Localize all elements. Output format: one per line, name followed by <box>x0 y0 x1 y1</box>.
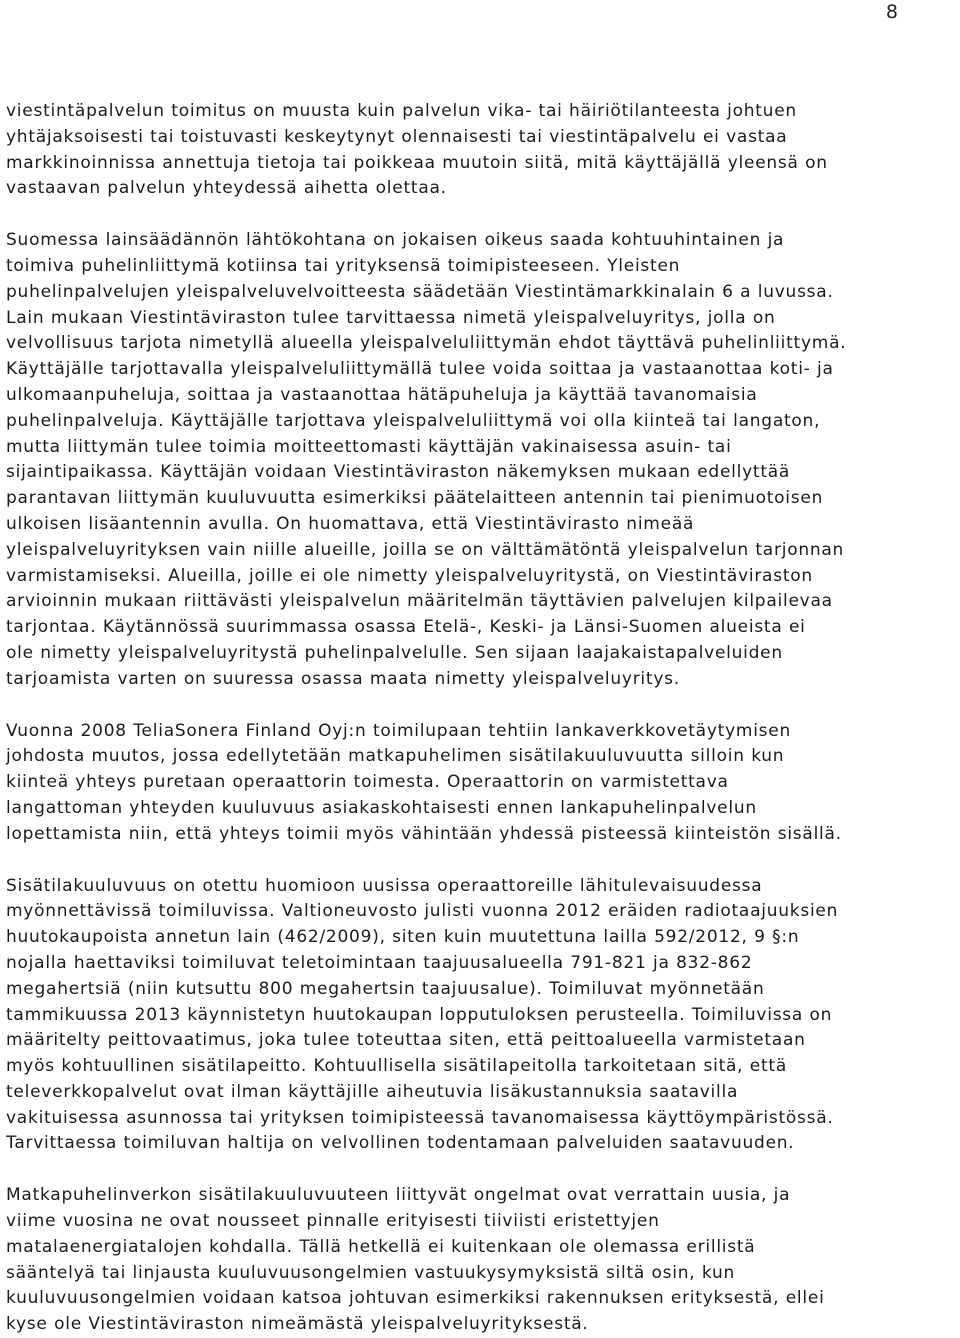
paragraph <box>6 99 954 202</box>
text-line: yhtäjaksoisesti tai toistuvasti keskeytynyt olennaisesti tai viestintäpalvelu ei vastaa <box>6 126 788 147</box>
text-line: ulkoisen lisäantennin avulla. On huomattava, että Viestintävirasto nimeää <box>6 513 695 534</box>
text-line: ole nimetty yleispalveluyritystä puhelinpalvelulle. Sen sijaan laajakaistapalveluiden <box>6 642 783 663</box>
text-line: Käyttäjälle tarjottavalla yleispalveluliittymällä tulee voida soittaa ja vastaanottaa koti- ja <box>6 359 834 380</box>
paragraph-spacer <box>6 693 954 719</box>
text-line: parantavan liittymän kuuluvuutta esimerkiksi päätelaitteen antennin tai pienimuotoisen <box>6 488 824 509</box>
text-line: megahertsiä (niin kutsuttu 800 megahertsin taajuusalue). Toimiluvat myönnetään <box>6 978 765 999</box>
text-line: Lain mukaan Viestintäviraston tulee tarvittaessa nimetä yleispalveluyritys, jolla on <box>6 307 776 328</box>
text-line: Vuonna 2008 TeliaSonera Finland Oyj:n toimilupaan tehtiin lankaverkkovetäytymisen <box>6 720 792 741</box>
paragraph <box>6 874 954 1158</box>
text-line: yleispalveluyrityksen vain niille alueille, joilla se on välttämätöntä yleispalvelun tarjonnan <box>6 539 845 560</box>
text-line: sääntelyä tai linjausta kuuluvuusongelmien vastuukysymyksistä siltä osin, kun <box>6 1262 736 1283</box>
text-line: varmistamiseksi. Alueilla, joille ei ole nimetty yleispalveluyritystä, on Viestintäviraston <box>6 565 813 586</box>
paragraph-spacer <box>6 1157 954 1183</box>
text-line: viime vuosina ne ovat nousseet pinnalle erityisesti tiiviisti eristettyjen <box>6 1211 660 1232</box>
paragraph-spacer <box>6 202 954 228</box>
text-line: tarjoamista varten on suuressa osassa maata nimetty yleispalveluyritys. <box>6 668 680 689</box>
text-line: arvioinnin mukaan riittävästi yleispalvelun määritelmän täyttävien palvelujen kilpailevaa <box>6 591 833 612</box>
text-line: matalaenergiatalojen kohdalla. Tällä hetkellä ei kuitenkaan ole olemassa erillistä <box>6 1236 756 1257</box>
text-line: vakituisessa asunnossa tai yrityksen toimipisteessä tavanomaisessa käyttöympäristössä. <box>6 1107 834 1128</box>
text-line: määritelty peittovaatimus, joka tulee toteuttaa siten, että peittoalueella varmistetaan <box>6 1030 806 1051</box>
text-line: johdosta muutos, jossa edellytetään matkapuhelimen sisätilakuuluvuutta silloin kun <box>6 746 785 767</box>
paragraph <box>6 719 954 848</box>
text-line: toimiva puhelinliittymä kotiinsa tai yrityksensä toimipisteeseen. Yleisten <box>6 255 681 276</box>
paragraph <box>6 228 954 692</box>
text-line: lopettamista niin, että yhteys toimii myös vähintään yhdessä pisteessä kiinteistön sisällä. <box>6 823 842 844</box>
text-line: markkinoinnissa annettuja tietoja tai poikkeaa muutoin siitä, mitä käyttäjällä yleensä on <box>6 152 828 173</box>
text-line: vastaavan palvelun yhteydessä aihetta olettaa. <box>6 178 447 199</box>
text-line: kuuluvuusongelmien voidaan katsoa johtuvan esimerkiksi rakennuksen erityksestä, ellei <box>6 1288 825 1309</box>
paragraph-spacer <box>6 848 954 874</box>
text-line: puhelinpalveluja. Käyttäjälle tarjottava yleispalveluliittymä voi olla kiinteä tai langaton, <box>6 410 821 431</box>
text-line: langattoman yhteyden kuuluvuus asiakaskohtaisesti ennen lankapuhelinpalvelun <box>6 797 757 818</box>
text-line: sijaintipaikassa. Käyttäjän voidaan Viestintäviraston näkemyksen mukaan edellyttää <box>6 462 791 483</box>
text-line: ulkomaanpuheluja, soittaa ja vastaanottaa hätäpuheluja ja käyttää tavanomaisia <box>6 384 758 405</box>
document-body <box>6 99 954 1338</box>
text-line: myönnettävissä toimiluvissa. Valtioneuvosto julisti vuonna 2012 eräiden radiotaajuuksien <box>6 901 839 922</box>
text-line: myös kohtuullinen sisätilapeitto. Kohtuullisella sisätilapeitolla tarkoitetaan sitä, että <box>6 1056 787 1077</box>
text-line: mutta liittymän tulee toimia moitteettomasti käyttäjän vakinaisessa asuin- tai <box>6 436 732 457</box>
page-number: 8 <box>885 1 898 23</box>
text-line: velvollisuus tarjota nimetyllä alueella yleispalveluliittymän ehdot täyttävä puhelinliittymä. <box>6 333 847 354</box>
text-line: kiinteä yhteys puretaan operaattorin toimesta. Operaattorin on varmistettava <box>6 772 729 793</box>
text-line: kyse ole Viestintäviraston nimeämästä yleispalveluyrityksestä. <box>6 1314 589 1335</box>
text-line: Matkapuhelinverkon sisätilakuuluvuuteen liittyvät ongelmat ovat verrattain uusia, ja <box>6 1185 791 1206</box>
paragraph <box>6 1183 954 1338</box>
text-line: Sisätilakuuluvuus on otettu huomioon uusissa operaattoreille lähitulevaisuudessa <box>6 875 763 896</box>
text-line: Tarvittaessa toimiluvan haltija on velvollinen todentamaan palveluiden saatavuuden. <box>6 1133 795 1154</box>
text-line: Suomessa lainsäädännön lähtökohtana on jokaisen oikeus saada kohtuuhintainen ja <box>6 230 785 251</box>
text-line: puhelinpalvelujen yleispalveluvelvoitteesta säädetään Viestintämarkkinalain 6 a luvussa. <box>6 281 834 302</box>
text-line: huutokaupoista annetun lain (462/2009), siten kuin muutettuna lailla 592/2012, 9 §:n <box>6 927 800 948</box>
text-line: televerkkopalvelut ovat ilman käyttäjille aiheutuvia lisäkustannuksia saatavilla <box>6 1081 739 1102</box>
text-line: tammikuussa 2013 käynnistetyn huutokaupan lopputuloksen perusteella. Toimiluvissa on <box>6 1004 833 1025</box>
text-line: tarjontaa. Käytännössä suurimmassa osassa Etelä-, Keski- ja Länsi-Suomen alueista ei <box>6 617 806 638</box>
text-line: nojalla haettaviksi toimiluvat teletoimintaan taajuusalueella 791-821 ja 832-862 <box>6 952 753 973</box>
text-line: viestintäpalvelun toimitus on muusta kuin palvelun vika- tai häiriötilanteesta johtuen <box>6 101 797 121</box>
